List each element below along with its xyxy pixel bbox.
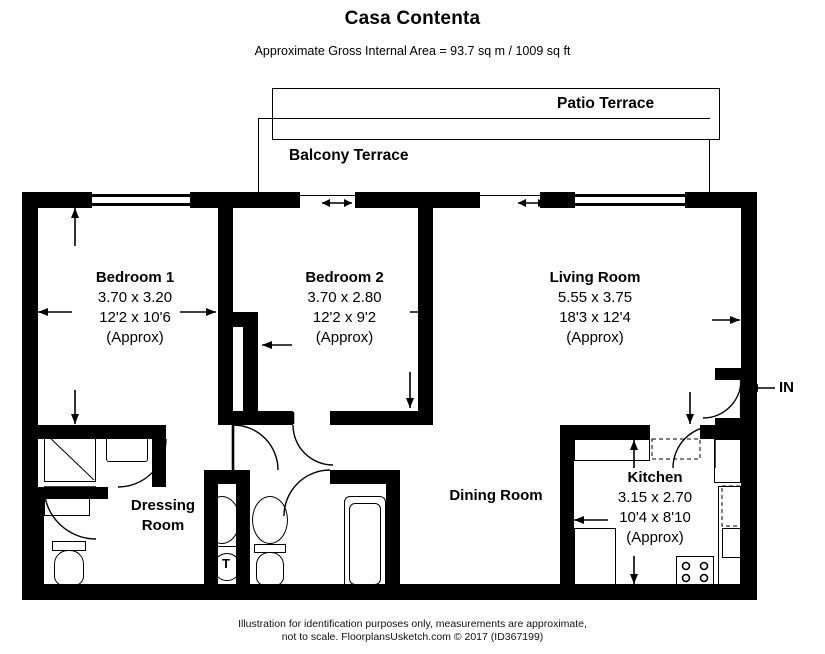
bedroom-1-approx: (Approx) bbox=[106, 329, 164, 346]
bedroom-2-name: Bedroom 2 bbox=[305, 269, 384, 286]
exterior-wall-top-seg4 bbox=[540, 192, 575, 208]
ensuite-basin bbox=[106, 432, 148, 462]
partition-bedroom2-bottom-right bbox=[330, 411, 433, 425]
footer-disclaimer bbox=[0, 618, 825, 644]
page-title: Casa Contenta bbox=[344, 8, 481, 29]
partition-bath-right bbox=[386, 484, 400, 600]
partition-bedroom2-bottom bbox=[218, 411, 293, 425]
exterior-wall-top-seg2 bbox=[190, 192, 300, 208]
room-label-bedroom-1 bbox=[55, 268, 215, 348]
ensuite-cabinet bbox=[44, 494, 90, 516]
living-room-approx: (Approx) bbox=[566, 329, 624, 346]
room-label-bedroom-2 bbox=[262, 268, 427, 348]
window-living-room-inner bbox=[575, 203, 685, 206]
bedroom-2-metric: 3.70 x 2.80 bbox=[307, 289, 382, 306]
living-room-imperial: 18'3 x 12'4 bbox=[559, 309, 631, 326]
window-bedroom1 bbox=[92, 194, 190, 197]
footer-line-2: not to scale. FloorplansUsketch.com © 2017 (ID367199) bbox=[281, 631, 544, 643]
wc-bowl-bath bbox=[256, 552, 284, 586]
partition-kitchen-top-right bbox=[700, 425, 741, 439]
partition-bedroom1-closet bbox=[243, 312, 258, 425]
area-subtitle: Approximate Gross Internal Area = 93.7 sq m / 1009 sq ft bbox=[254, 44, 571, 58]
entrance-label: IN bbox=[779, 379, 794, 396]
living-room-name: Living Room bbox=[549, 269, 641, 286]
shower-tray bbox=[44, 432, 96, 482]
kitchen-counter-top bbox=[574, 439, 650, 461]
room-label-living-room bbox=[505, 268, 685, 348]
kitchen-approx: (Approx) bbox=[626, 529, 684, 546]
bedroom-1-imperial: 12'2 x 10'6 bbox=[99, 309, 171, 326]
partition-hall-left bbox=[204, 470, 218, 488]
bedroom-1-name: Bedroom 1 bbox=[95, 269, 175, 286]
wc-bowl-left bbox=[54, 550, 84, 586]
footer-line-1: Illustration for identification purposes only, measurements are approximate, bbox=[238, 618, 587, 630]
kitchen-name: Kitchen bbox=[627, 469, 683, 486]
bedroom-1-metric: 3.70 x 3.20 bbox=[97, 289, 173, 306]
room-label-dining-room bbox=[416, 486, 576, 506]
balcony-terrace-label: Balcony Terrace bbox=[289, 147, 409, 164]
wc-cistern-left bbox=[52, 541, 86, 551]
entrance-door-frame-lower bbox=[715, 418, 741, 426]
entrance-door-frame bbox=[715, 368, 741, 380]
living-room-metric: 5.55 x 3.75 bbox=[557, 289, 633, 306]
exterior-wall-left-thick bbox=[22, 488, 44, 600]
wc-cistern-bath bbox=[254, 544, 286, 553]
dressing-room-name-line1: Dressing bbox=[130, 497, 196, 514]
room-label-dressing-room bbox=[98, 496, 228, 536]
kitchen-imperial: 10'4 x 8'10 bbox=[619, 509, 691, 526]
room-label-kitchen bbox=[570, 468, 740, 548]
bathtub-inner bbox=[349, 503, 381, 585]
kitchen-hob bbox=[676, 556, 714, 586]
partition-ensuite-right bbox=[152, 425, 166, 487]
window-bedroom1-inner bbox=[92, 203, 190, 206]
window-living-room bbox=[575, 194, 685, 197]
tank-label: T bbox=[222, 556, 230, 571]
partition-bath-top bbox=[330, 470, 400, 484]
bedroom-2-imperial: 12'2 x 9'2 bbox=[312, 309, 377, 326]
patio-terrace-label: Patio Terrace bbox=[557, 95, 655, 112]
basin-oval-2 bbox=[252, 496, 288, 544]
dining-room-name: Dining Room bbox=[449, 487, 543, 504]
dressing-room-name-line2: Room bbox=[141, 517, 185, 534]
terrace-overlap-mask bbox=[273, 119, 719, 139]
bedroom-2-approx: (Approx) bbox=[315, 329, 374, 346]
kitchen-metric: 3.15 x 2.70 bbox=[617, 489, 693, 506]
